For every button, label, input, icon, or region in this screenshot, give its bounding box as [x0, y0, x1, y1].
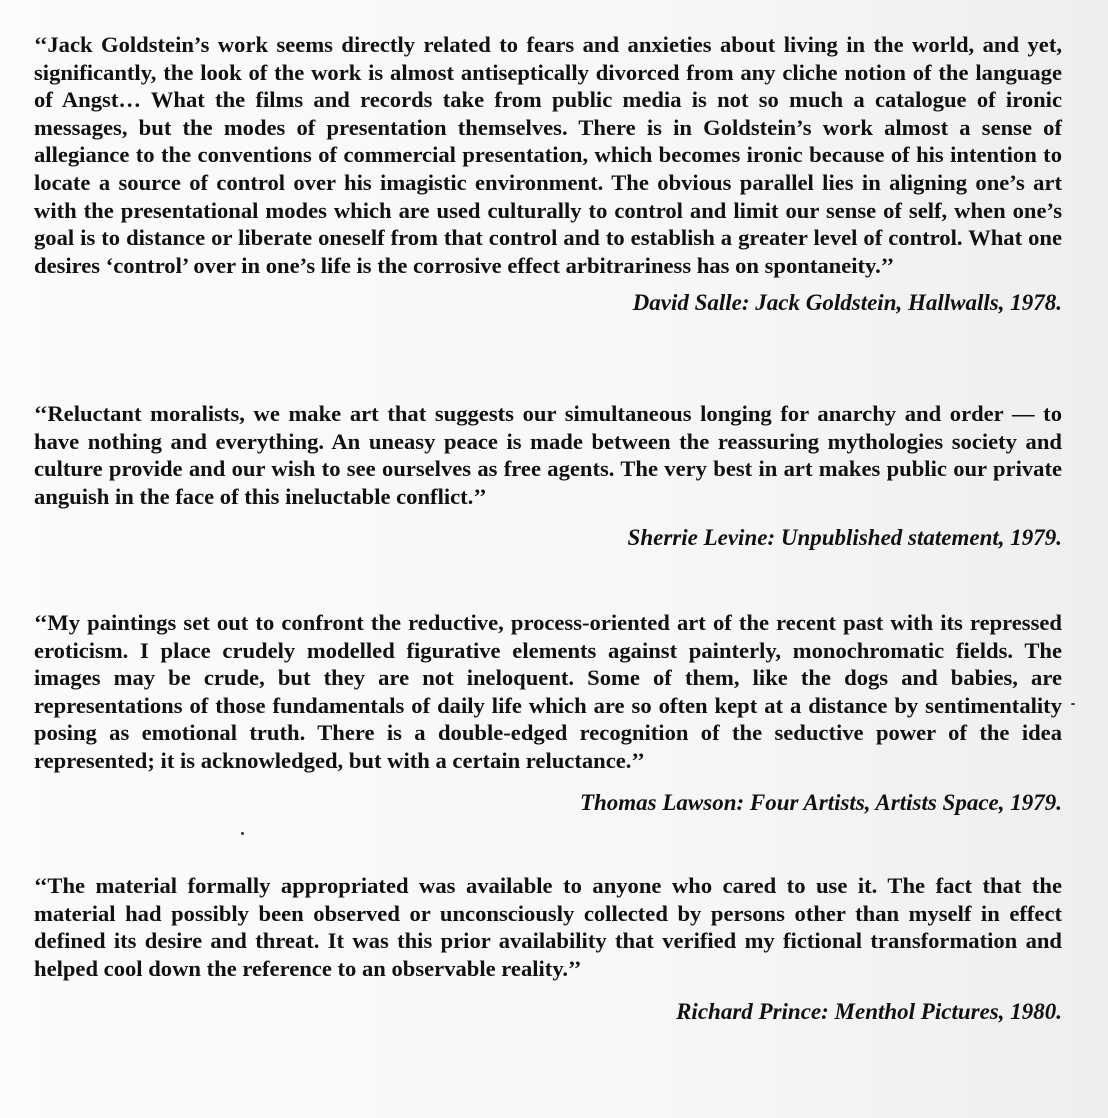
- quote-text: ‘‘The material formally appropriated was available to anyone who cared to use it. The fact that the material had possibly been observed or unconsciously collected by persons other than myself in effect defined its desire and threat. It was this prior availability that verified my fictional transformation and helped cool down the reference to an observable reality.’’: [34, 873, 1062, 981]
- scan-speck: [1071, 703, 1075, 705]
- quote-block-prince: [34, 872, 1062, 1026]
- quote-block-salle: [34, 31, 1062, 317]
- quote-citation: David Salle: Jack Goldstein, Hallwalls, 1978.: [632, 290, 1062, 316]
- quote-citation: Thomas Lawson: Four Artists, Artists Space, 1979.: [579, 789, 1062, 815]
- quote-citation: Richard Prince: Menthol Pictures, 1980.: [676, 999, 1062, 1025]
- quote-text: ‘‘My paintings set out to confront the reductive, process-oriented art of the recent past with its repressed eroticism. I place crudely modelled figurative elements against painterly, monochromatic fields. The images may be crude, but they are not ineloquent. Some of them, like the dogs and babies, are representations of those fundamentals of daily life which are so often kept at a distance by sentimentality posing as emotional truth. There is a double-edged recognition of the seductive power of the idea represented; it is acknowledged, but with a certain reluctance.’’: [34, 610, 1062, 773]
- scan-speck: [241, 832, 244, 835]
- quote-citation: Sherrie Levine: Unpublished statement, 1979.: [627, 525, 1062, 551]
- quote-text: ‘‘Jack Goldstein’s work seems directly related to fears and anxieties about living in the world, and yet, significantly, the look of the work is almost antiseptically divorced from any cliche notion of the language of Angst… What the films and records take from public media is not so much a catalogue of ironic messages, but the modes of presentation themselves. There is in Goldstein’s work almost a sense of allegiance to the conventions of commercial presentation, which becomes ironic because of his intention to locate a source of control over his imagistic environment. The obvious parallel lies in aligning one’s art with the presentational modes which are used culturally to control and limit our sense of self, when one’s goal is to distance or liberate oneself from that control and to establish a greater level of control. What one desires ‘control’ over in one’s life is the corrosive effect arbitrariness has on spontaneity.’’: [34, 32, 1062, 278]
- quote-block-levine: [34, 400, 1062, 552]
- quote-block-lawson: [34, 609, 1062, 817]
- quote-text: ‘‘Reluctant moralists, we make art that suggests our simultaneous longing for anarchy and order — to have nothing and everything. An uneasy peace is made between the reassuring mythologies society and culture provide and our wish to see ourselves as free agents. The very best in art makes public our private anguish in the face of this ineluctable conflict.’’: [34, 401, 1062, 509]
